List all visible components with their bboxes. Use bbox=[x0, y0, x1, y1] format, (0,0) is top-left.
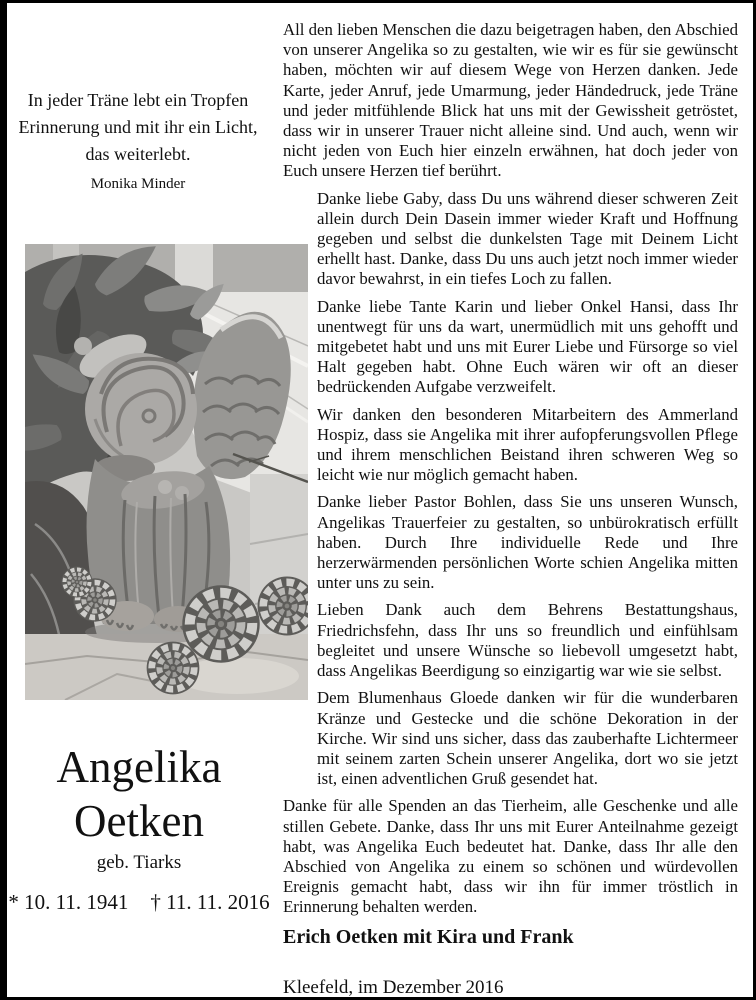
dateline: Kleefeld, im Dezember 2016 bbox=[283, 976, 504, 998]
deceased-last-name: Oetken bbox=[74, 796, 204, 846]
birth-date: * 10. 11. 1941 bbox=[8, 890, 129, 914]
maiden-name: geb. Tiarks bbox=[96, 852, 182, 873]
death-date: † 11. 11. 2016 bbox=[150, 890, 270, 914]
deceased-first-name: Angelika bbox=[56, 742, 222, 792]
angel-figurine-illustration bbox=[25, 244, 308, 700]
thank-you-paragraph: Wir danken den besonderen Mitarbeitern des Ammerland Hospiz, dass sie Angelika mit ihrer aufopferungsvollen Pflege und ihrem menschlichen Beistand ihren schweren Weg so leicht wie nur möglich gemacht haben. bbox=[317, 404, 738, 485]
thank-you-paragraph: Dem Blumenhaus Gloede danken wir für die wunderbaren Kränze und Gestecke und die schöne Dekoration in der Kirche. Wir sind uns sicher, dass das zauberhafte Lichtermeer mit seinem zarten Schein unserer Angelika, dort wo sie jetzt ist, einen adventlichen Gruß gesendet hat. bbox=[317, 688, 738, 789]
deceased-name-block bbox=[5, 740, 273, 915]
thank-you-text-column bbox=[283, 20, 738, 998]
thank-you-paragraph: Danke für alle Spenden an das Tierheim, alle Geschenke und alle stillen Gebete. Danke, dass Ihr uns mit Eurer Anteilnahme gezeigt habt, was Angelika Euch bedeutet hat. Danke, dass Ihr alle den Abschied von Angelika zu einem so schönen und würdevollen Ereignis gemacht habt, dass wir ihn für immer tröstlich in Erinnerung behalten werden. bbox=[283, 796, 738, 917]
quote-line-2: Erinnerung und mit ihr ein Licht, bbox=[18, 117, 258, 137]
quote-attribution: Monika Minder bbox=[90, 176, 186, 192]
memorial-quote bbox=[7, 87, 269, 198]
thank-you-paragraph: Danke lieber Pastor Bohlen, dass Sie uns unseren Wunsch, Angelikas Trauerfeier zu gestalten, so unbürokratisch erfüllt haben. Durch Ihre individuelle Rede und Ihre herzerwärmenden persönlichen Worte schien Angelika mitten unter uns zu sein. bbox=[317, 492, 738, 593]
life-dates bbox=[5, 890, 273, 915]
thank-you-paragraph: Danke liebe Gaby, dass Du uns während dieser schweren Zeit allein durch Dein Dasein immer wieder Kraft und Hoffnung gegeben und selbst die dunkelsten Tage mit Deinem Licht erhellt hast. Danke, dass Du uns auch jetzt noch immer wieder davor bewahrst, in ein tiefes Loch zu fallen. bbox=[317, 188, 738, 289]
angel-figurine-photo bbox=[25, 244, 308, 700]
thank-you-paragraph: Lieben Dank auch dem Behrens Bestattungshaus, Friedrichsfehn, dass Ihr uns so freundlich und einfühlsam begleitet und unsere Wünsche so liebevoll umgesetzt habt, dass Angelikas Beerdigung so einzigartig war wie sie selbst. bbox=[317, 600, 738, 681]
signature-line: Erich Oetken mit Kira und Frank bbox=[283, 925, 574, 948]
quote-line-1: In jeder Träne lebt ein Tropfen bbox=[27, 90, 249, 110]
quote-line-3: das weiterlebt. bbox=[85, 144, 191, 164]
thank-you-paragraph: Danke liebe Tante Karin und lieber Onkel Hansi, dass Ihr unentwegt für uns da wart, unermüdlich mit uns gehofft und mitgebetet habt und uns mit Eurer Liebe und Fürsorge so viel Halt gegeben habt. Ohne Euch wären wir oft an dieser bedrückenden Aufgabe verzweifelt. bbox=[317, 296, 738, 397]
thank-you-paragraph: All den lieben Menschen die dazu beigetragen haben, den Abschied von unserer Angelika so zu gestalten, wie wir es für sie gewünscht haben, möchten wir auf diesem Wege von Herzen danken. Jede Karte, jeder Anruf, jede Umarmung, jeder Händedruck, jede Träne und jeder mitfühlende Blick hat uns mit der Gewissheit getröstet, dass wir in unserer Trauer nicht alleine sind. Und auch, wenn wir nicht jeden von Euch hier einzeln erwähnen, hat doch jeder von Euch unsere Herzen tief berührt. bbox=[283, 20, 738, 181]
